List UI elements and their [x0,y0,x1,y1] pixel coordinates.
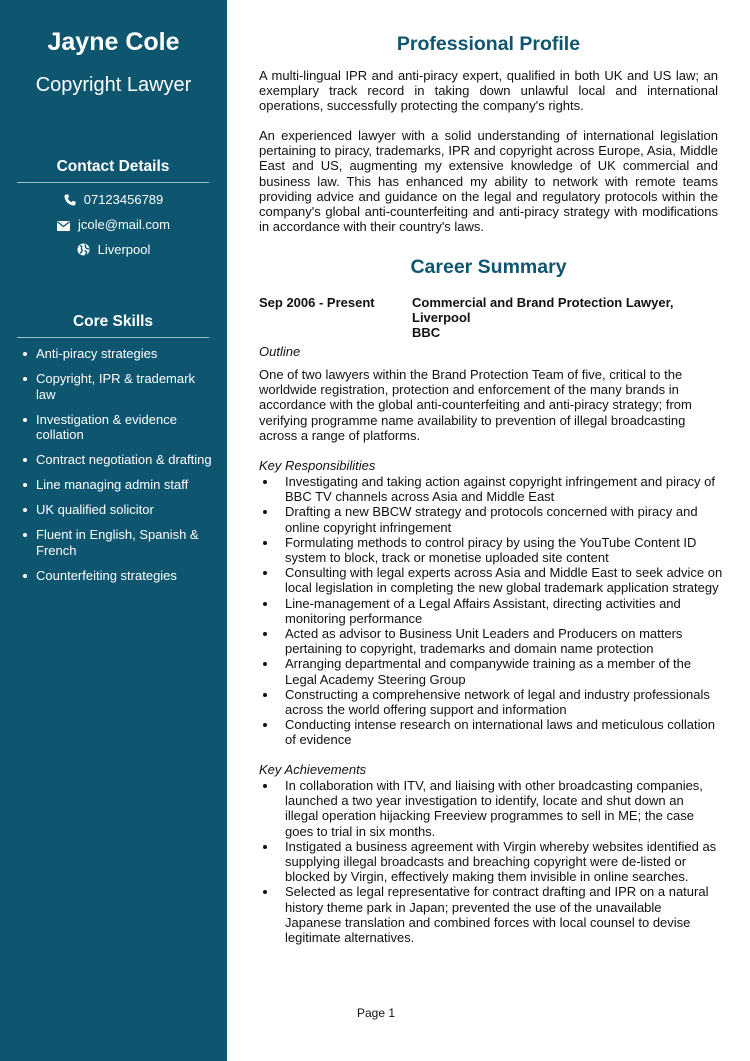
page-number: Page 1 [357,1006,396,1020]
list-item: Formulating methods to control piracy by using the YouTube Content ID system to block, track or monetise uploaded site content [259,535,724,565]
location-value: Liverpool [97,242,151,257]
skill-item: UK qualified solicitor [22,502,212,518]
candidate-role: Copyright Lawyer [35,74,192,96]
skill-item: Anti-piracy strategies [22,346,212,362]
candidate-name: Jayne Cole [47,28,180,56]
contact-email [0,217,227,233]
skill-item: Fluent in English, Spanish & French [22,527,212,558]
globe-icon [77,242,98,257]
job-title [412,295,712,341]
job-company: BBC [412,325,441,341]
list-item: In collaboration with ITV, and liaising with other broadcasting companies, launched a two year investigation to identify, locate and shut down an illegal operation hijacking Freeview programmes to sell in ME; the case goes to trial in six months. [259,778,719,839]
achievements-label: Key Achievements [259,762,367,777]
list-item: Drafting a new BBCW strategy and protocols concerned with piracy and online copyright infringement [259,504,724,534]
contact-phone [0,192,227,208]
skill-item: Line managing admin staff [22,477,212,493]
list-item: Instigated a business agreement with Virgin whereby websites identified as supplying illegal broadcasts and breaching copyright were de-listed or blocked by Virgin, effectively making them invisible in online searches. [259,839,719,885]
list-item: Selected as legal representative for contract drafting and IPR on a natural history theme park in Japan; prevented the use of the unavailable Japanese translation and combined forces with local counsel to devise legitimate alternatives. [259,884,719,945]
contact-location [0,242,227,258]
sidebar [0,0,227,1061]
skill-item: Investigation & evidence collation [22,412,212,443]
list-item: Constructing a comprehensive network of legal and industry professionals across the world offering support and information [259,687,724,717]
job-title-line-1: Commercial and Brand Protection Lawyer, [412,295,674,310]
responsibilities-label: Key Responsibilities [259,458,376,473]
profile-paragraph-2: An experienced lawyer with a solid understanding of international legislation pertaining to piracy, trademarks, IPR and copyright across Europe, Asia, Middle East and US, augmenting my extensive knowledge of UK commercial and business law. This has enhanced my ability to network with remote teams providing advice and guidance on the legal and regulatory protocols within the company's global anti-counterfeiting and anti-piracy strategy with modifications in accordance with their country's laws. [259,128,718,235]
phone-icon [64,192,84,207]
list-item: Conducting intense research on international laws and meticulous collation of evidence [259,717,724,747]
profile-heading: Professional Profile [396,33,581,55]
skills-heading: Core Skills [17,313,209,338]
list-item: Acted as advisor to Business Unit Leaders and Producers on matters pertaining to copyright, trademarks and domain name protection [259,626,724,656]
list-item: Line-management of a Legal Affairs Assistant, directing activities and monitoring performance [259,596,724,626]
contact-heading: Contact Details [17,158,209,183]
skill-item: Copyright, IPR & trademark law [22,371,212,402]
achievements-list [259,778,719,945]
skills-list [22,346,212,593]
phone-value: 07123456789 [83,192,164,207]
outline-text: One of two lawyers within the Brand Protection Team of five, critical to the worldwide registration, protection and enforcement of the many brands in accordance with the global anti-counterfeiting and anti-piracy strategy; from verifying programme name availability to prevention of illegal broadcasting across a range of platforms. [259,367,692,443]
list-item: Arranging departmental and companywide training as a member of the Legal Academy Steering Group [259,656,724,686]
skill-item: Counterfeiting strategies [22,568,212,584]
list-item: Investigating and taking action against copyright infringement and piracy of BBC TV channels across Asia and Middle East [259,474,724,504]
email-value: jcole@mail.com [78,217,170,232]
job-title-line-2: Liverpool [412,310,471,326]
list-item: Consulting with legal experts across Asia and Middle East to seek advice on local legislation in completing the new global trademark application strategy [259,565,724,595]
outline-label: Outline [259,344,301,359]
profile-paragraph-1: A multi-lingual IPR and anti-piracy expert, qualified in both UK and US law; an exemplary track record in taking down unlawful local and international operations, successfully protecting the company's rights. [259,68,718,114]
skill-item: Contract negotiation & drafting [22,452,212,468]
responsibilities-list [259,474,724,748]
job-date: Sep 2006 - Present [259,295,375,310]
envelope-icon [57,217,78,232]
career-heading: Career Summary [410,256,567,278]
